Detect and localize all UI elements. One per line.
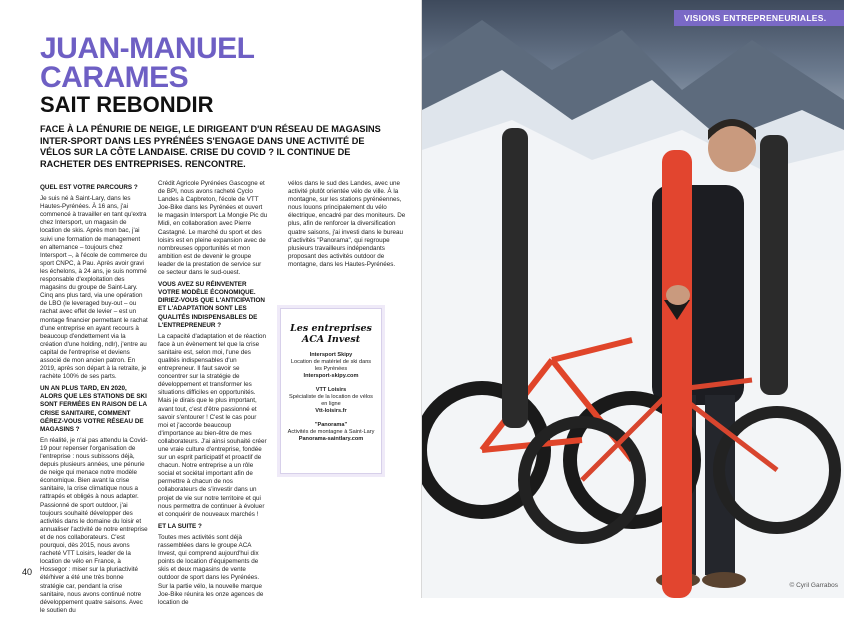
box-item-desc: Activités de montagne à Saint-Lary bbox=[287, 429, 375, 435]
article-title bbox=[40, 34, 370, 92]
box-item-name: Intersport Skipy bbox=[309, 352, 353, 358]
box-item-name: "Panorama" bbox=[314, 422, 348, 428]
page-number: 40 bbox=[22, 567, 33, 577]
ski-black bbox=[502, 128, 528, 428]
photo-page bbox=[422, 0, 844, 598]
column-1 bbox=[40, 180, 148, 619]
section-rubric: VISIONS ENTREPRENEURIALES. bbox=[674, 10, 844, 26]
title-line-1: JUAN-MANUEL bbox=[40, 32, 255, 65]
title-line-2: CARAMES bbox=[40, 61, 189, 94]
paragraph: Je suis né à Saint-Lary, dans les Hautes-Pyrénées. À 16 ans, j'ai commencé à travailler en tant qu'extra chez Intersport, un magasin de location de skis. Après mon bac, j'ai suivi une formation de management en alternance – toujours chez Intersport –, à l'école de commerce du sport CNPC, à Pau. Après avoir gravi les échelons, à 24 ans, je suis nommé responsable d'exploitation des magasins du groupe de Saint-Lary. Cinq ans plus tard, via une opération de LBO (le leveraged buy-out – ou rachat avec effet de levier – est un montage financier permettant le rachat d'une entreprise en ayant recours à beaucoup d'endettement via la création d'une holding, ndlr), j'entre au capital de l'entreprise et deviens associé de mon ancien patron. En 2019, après son départ à la retraite, je rachète 100% de ses parts. bbox=[40, 195, 148, 381]
box-item-desc: Location de matériel de ski dans les Pyrénées bbox=[290, 359, 372, 372]
photo bbox=[422, 0, 844, 598]
question: ET LA SUITE ? bbox=[158, 522, 202, 530]
box-title-line-2: ACA Invest bbox=[301, 334, 361, 345]
box-item-desc: Spécialiste de la location de vélos en ligne bbox=[289, 394, 373, 407]
column-2 bbox=[158, 180, 268, 611]
paragraph: vélos dans le sud des Landes, avec une activité plutôt orientée vélo de ville. À la montagne, sur les stations pyrénéennes, nous louons principalement du vélo électrique, encadré par des moniteurs. De plus, afin de renforcer la diversification quatre saisons, j'ai investi dans le bureau d'activités "Panorama", qui regroupe plusieurs travailleurs indépendants proposant des activités outdoor de montagne, dans les Hautes-Pyrénées. bbox=[288, 180, 406, 268]
ski-red bbox=[662, 150, 692, 598]
box-item-web: Intersport-skipy.com bbox=[303, 373, 359, 379]
box-item bbox=[281, 387, 381, 415]
ski-black bbox=[760, 135, 788, 395]
hand bbox=[666, 285, 690, 305]
photo-credit: © Cyril Garrabos bbox=[789, 582, 838, 589]
question: QUEL EST VOTRE PARCOURS ? bbox=[40, 184, 138, 191]
question: VOUS AVEZ SU RÉINVENTER VOTRE MODÈLE ÉCONOMIQUE. DIRIEZ-VOUS QUE L'ANTICIPATION ET L'ADAPTATION SONT LES QUALITÉS INDISPENSABLES DE L'ENTREPRENEUR ? bbox=[158, 281, 265, 329]
paragraph: Toutes mes activités sont déjà rassemblées dans le groupe ACA Invest, qui comprend aujourd'hui dix points de location d'équipements de skis et deux magasins de vente outdoor de sport dans les Pyrénées. Sur la partie vélo, la nouvelle marque Joe-Bike réunira les onze agences de location de bbox=[158, 533, 264, 606]
box-item bbox=[281, 352, 381, 380]
article-subtitle: SAIT REBONDIR bbox=[40, 92, 214, 117]
paragraph: La capacité d'adaptation et de réaction face à un évènement tel que la crise sanitaire est, selon moi, l'une des qualités indispensables d'un entrepreneur. Il faut savoir se concentrer sur la stratégie de développement et transformer les situations difficiles en opportunités. Mais je dirais que le plus important, avant tout, c'est d'être passionné et savoir s'entourer ! C'est le cas pour moi et j'accorde beaucoup d'importance au bien-être de mes collaborateurs. J'ai ainsi souhaité créer une vraie culture d'entreprise, fondée sur un esprit participatif et proactif de chacun. Notre entreprise a un rôle social et sociétal important afin de permettre à chacun de nos collaborateurs de s'investir dans un projet de vie sur notre territoire et qui nous permettra de continuer à évoluer et conquérir de nouveaux marchés ! bbox=[158, 332, 267, 518]
article-lede: FACE À LA PÉNURIE DE NEIGE, LE DIRIGEANT D'UN RÉSEAU DE MAGASINS INTER-SPORT DANS LES PYRÉNÉES S'ENGAGE DANS UNE ACTIVITÉ DE VÉLOS SUR LA CÔTE LANDAISE. CRISE DU COVID ? IL CONTINUE DE RACHETER DES ENTREPRISES. RENCONTRE. bbox=[40, 124, 381, 169]
column-3 bbox=[288, 180, 406, 273]
boot bbox=[702, 572, 746, 588]
sidebar-box bbox=[280, 308, 382, 474]
box-title bbox=[281, 323, 381, 345]
question: UN AN PLUS TARD, EN 2020, ALORS QUE LES STATIONS DE SKI SONT FERMÉES EN RAISON DE LA CRISE SANITAIRE, COMMENT GÉREZ-VOUS VOTRE RÉSEAU DE MAGASINS ? bbox=[40, 385, 147, 433]
box-item-web: Vtt-loisirs.fr bbox=[315, 408, 347, 414]
left-page bbox=[0, 0, 421, 614]
box-title-line-1: Les entreprises bbox=[290, 323, 372, 334]
paragraph: En réalité, je n'ai pas attendu la Covid-19 pour repenser l'organisation de l'entreprise : nous subissons déjà, depuis plusieurs années, une pénurie de neige qui menace notre modèle économique. Bien avant la crise sanitaire, la crise climatique nous a rattrapés et obligés à nous adapter. Passionné de sport outdoor, j'ai toujours souhaité développer des activités dans le domaine du loisir et annualiser l'activité de notre entreprise et de nos collaborateurs. C'est pourquoi, dès 2015, nous avons racheté VTT Loisirs, leader de la location de vélo en France, à Hossegor : miser sur la pluriactivité été/hiver a été une très bonne stratégie car, pendant la crise sanitaire, nous avons continué notre développement quatre saisons. Avec le soutien du bbox=[40, 436, 148, 614]
box-item-name: VTT Loisirs bbox=[315, 387, 347, 393]
box-item-web: Panorama-saintlary.com bbox=[298, 436, 364, 442]
box-item bbox=[281, 422, 381, 443]
paragraph: Crédit Agricole Pyrénées Gascogne et de BPI, nous avons racheté Cyclo Landes à Capbreton, l'école de VTT Joe-Bike dans les Pyrénées et ouvert le magasin Intersport La Mongie Pic du Midi, en collaboration avec Pierre Castagné. Le marché du sport et des loisirs est en pleine expansion avec de nombreuses opportunités et mon ambition est de devenir le groupe leader de la prestation de service sur ce secteur dans le sud-ouest. bbox=[158, 180, 268, 277]
